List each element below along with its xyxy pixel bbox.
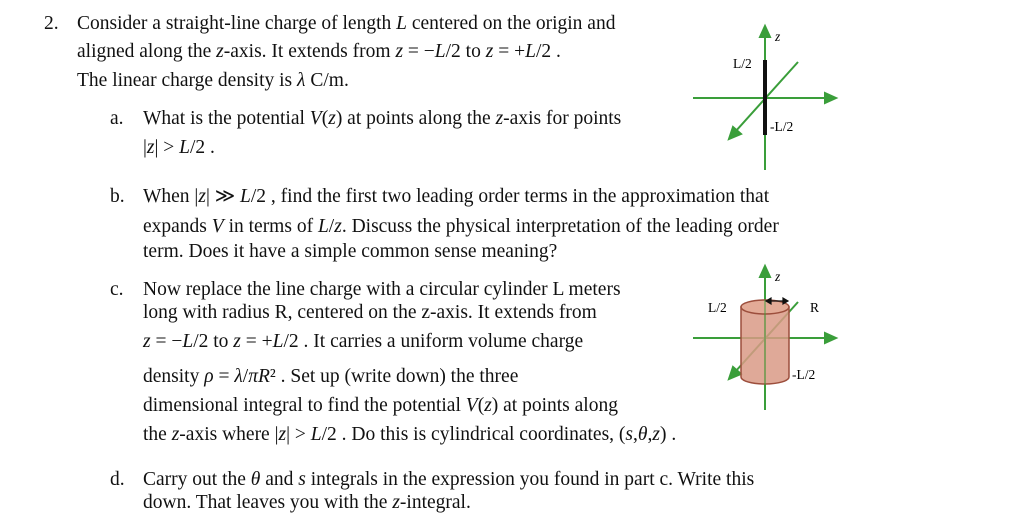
part-c-line-6: the z-axis where |z| > L/2 . Do this is cylindrical coordinates, (s,θ,z) . <box>143 424 677 445</box>
part-a-line-2: |z| > L/2 . <box>143 137 215 158</box>
fig2-r-label: R <box>810 300 820 315</box>
part-b-line-1: When |z| ≫ L/2 , find the first two leading order terms in the approximation that <box>143 186 770 207</box>
cylinder-figure <box>688 262 868 422</box>
part-d-label: d. <box>110 469 125 490</box>
part-d-line-2: down. That leaves you with the z-integral. <box>143 492 471 513</box>
fig1-z-label: z <box>775 29 781 44</box>
y-axis-arrowhead <box>825 93 836 103</box>
fig2-z-label: z <box>775 269 781 284</box>
fig2-bottom-label: -L/2 <box>792 367 816 382</box>
intro-line-3: The linear charge density is λ C/m. <box>77 70 349 91</box>
cyl-y-axis-arrowhead <box>825 333 836 343</box>
part-c-line-1: Now replace the line charge with a circular cylinder L meters <box>143 279 621 300</box>
part-b-line-3: term. Does it have a simple common sense meaning? <box>143 241 558 262</box>
line-charge-figure <box>688 18 868 178</box>
part-c-line-4: density ρ = λ/πR² . Set up (write down) the three <box>143 366 519 387</box>
part-c-line-3: z = −L/2 to z = +L/2 . It carries a uniform volume charge <box>143 331 584 352</box>
fig1-bottom-label: -L/2 <box>770 119 794 134</box>
part-a-line-1: What is the potential V(z) at points along the z-axis for points <box>143 108 622 129</box>
part-c-label: c. <box>110 279 124 300</box>
z-axis-arrowhead <box>760 26 770 37</box>
fig2-top-label: L/2 <box>708 300 727 315</box>
intro-line-1: Consider a straight-line charge of length L centered on the origin and <box>77 13 616 34</box>
part-a-label: a. <box>110 108 124 129</box>
part-b-line-2: expands V in terms of L/z. Discuss the physical interpretation of the leading order <box>143 216 779 237</box>
part-d-line-1: Carry out the θ and s integrals in the expression you found in part c. Write this <box>143 469 755 490</box>
part-c-line-2: long with radius R, centered on the z-axis. It extends from <box>143 302 597 323</box>
fig1-top-label: L/2 <box>733 56 752 71</box>
cyl-z-axis-arrowhead <box>760 266 770 277</box>
part-c-line-5: dimensional integral to find the potential V(z) at points along <box>143 395 618 416</box>
part-b-label: b. <box>110 186 125 207</box>
intro-line-2: aligned along the z-axis. It extends from z = −L/2 to z = +L/2 . <box>77 41 561 62</box>
problem-number: 2. <box>44 13 59 34</box>
